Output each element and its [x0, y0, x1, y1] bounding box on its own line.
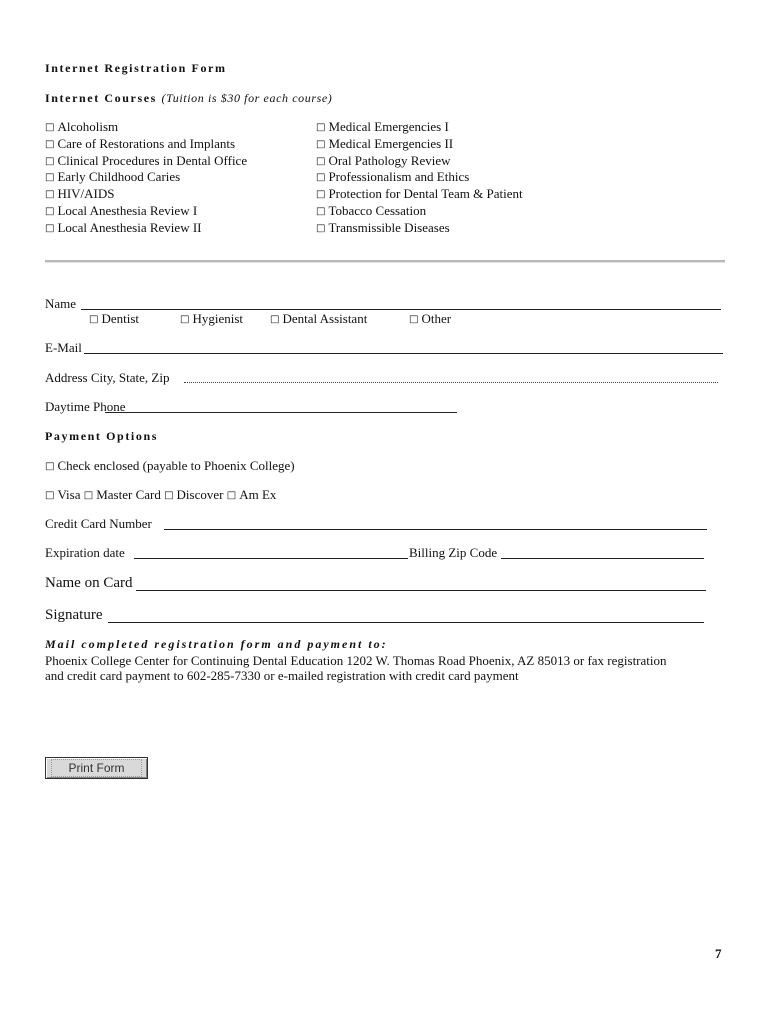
course-label: Oral Pathology Review	[328, 152, 451, 168]
role-label: Dental Assistant	[282, 311, 368, 326]
checkbox-icon: □	[316, 205, 326, 217]
address-field[interactable]	[184, 382, 718, 383]
course-option[interactable]	[45, 204, 247, 221]
expiration-label: Expiration date	[45, 545, 125, 560]
email-label: E-Mail	[45, 340, 82, 355]
course-option[interactable]	[316, 204, 523, 221]
mail-address-line-2: and credit card payment to 602-285-7330 or e-mailed registration with credit card payment	[45, 668, 519, 683]
signature-field[interactable]	[108, 622, 704, 623]
checkbox-icon: □	[89, 314, 99, 325]
course-label: Alcoholism	[57, 119, 119, 134]
course-option[interactable]	[45, 187, 247, 204]
name-label: Name	[45, 296, 77, 311]
checkbox-icon: □	[316, 138, 326, 150]
checkbox-icon: □	[316, 122, 326, 133]
card-type-options	[45, 487, 276, 503]
course-option[interactable]	[45, 221, 247, 238]
role-option-other[interactable]	[409, 311, 451, 327]
checkbox-icon: □	[180, 314, 190, 325]
card-number-label: Credit Card Number	[45, 516, 152, 531]
course-label: Clinical Procedures in Dental Office	[57, 152, 248, 168]
card-label: Discover	[176, 487, 224, 502]
role-label: Other	[421, 311, 452, 326]
card-option-discover[interactable]	[164, 487, 223, 502]
name-on-card-field[interactable]	[136, 590, 706, 591]
name-on-card-label: Name on Card	[45, 575, 133, 591]
checkbox-icon: □	[270, 314, 280, 325]
checkbox-icon: □	[226, 490, 237, 501]
form-title: Internet Registration Form	[45, 61, 227, 75]
email-field[interactable]	[84, 353, 723, 354]
checkbox-icon: □	[45, 490, 55, 501]
course-option[interactable]	[316, 137, 523, 154]
courses-heading	[45, 91, 332, 106]
course-label: Local Anesthesia Review II	[57, 219, 202, 235]
checkbox-icon: □	[316, 155, 326, 167]
card-label: Master Card	[96, 487, 161, 502]
courses-left-column	[45, 120, 247, 238]
course-option[interactable]	[45, 137, 247, 154]
role-label: Dentist	[101, 311, 140, 326]
signature-label: Signature	[45, 607, 103, 623]
checkbox-icon: □	[316, 222, 326, 234]
checkbox-icon: □	[83, 490, 94, 501]
role-option-dental-assistant[interactable]	[270, 311, 367, 327]
expiration-field[interactable]	[134, 558, 408, 559]
print-form-button-label: Print Form	[51, 759, 141, 777]
courses-right-column	[316, 120, 523, 238]
name-field[interactable]	[81, 309, 721, 310]
checkbox-icon: □	[45, 122, 55, 133]
checkbox-icon: □	[316, 189, 326, 201]
checkbox-icon: □	[45, 138, 55, 150]
page-number: 7	[715, 946, 722, 961]
course-option[interactable]	[316, 170, 523, 187]
course-label: Local Anesthesia Review I	[57, 202, 198, 218]
courses-tuition-note: (Tuition is $30 for each course)	[161, 91, 333, 105]
checkbox-icon: □	[45, 461, 55, 472]
section-divider	[45, 260, 725, 263]
card-option-master-card[interactable]	[84, 487, 161, 502]
course-option[interactable]	[45, 170, 247, 187]
role-option-hygienist[interactable]	[180, 311, 243, 327]
check-enclosed-option[interactable]	[45, 458, 295, 474]
checkbox-icon: □	[45, 189, 55, 201]
course-label: Early Childhood Caries	[57, 169, 181, 185]
mail-heading: Mail completed registration form and payment to:	[45, 637, 388, 651]
card-option-visa[interactable]	[45, 487, 81, 502]
billing-zip-field[interactable]	[501, 558, 704, 559]
course-option[interactable]	[316, 221, 523, 238]
course-label: Medical Emergencies I	[328, 119, 449, 134]
course-option[interactable]	[45, 154, 247, 171]
course-label: Protection for Dental Team & Patient	[328, 186, 523, 202]
course-label: Care of Restorations and Implants	[57, 135, 236, 151]
address-label: Address City, State, Zip	[45, 370, 170, 385]
checkbox-icon: □	[164, 490, 174, 501]
course-label: Professionalism and Ethics	[328, 169, 470, 185]
course-option[interactable]	[45, 120, 247, 137]
course-label: HIV/AIDS	[57, 186, 115, 202]
card-number-field[interactable]	[164, 529, 707, 530]
role-label: Hygienist	[192, 311, 244, 326]
checkbox-icon: □	[45, 155, 55, 167]
course-option[interactable]	[316, 187, 523, 204]
card-label: Am Ex	[239, 487, 277, 502]
role-option-dentist[interactable]	[89, 311, 139, 327]
checkbox-icon: □	[45, 205, 55, 217]
card-label: Visa	[57, 487, 81, 502]
course-label: Tobacco Cessation	[328, 202, 427, 218]
card-option-am-ex[interactable]	[227, 487, 277, 502]
mail-address-line-1: Phoenix College Center for Continuing Dental Education 1202 W. Thomas Road Phoenix, AZ 85013 or fax registration	[45, 653, 667, 668]
checkbox-icon: □	[45, 222, 55, 234]
daytime-phone-field[interactable]	[105, 412, 457, 413]
daytime-phone-label: Daytime Phone	[45, 399, 126, 414]
course-option[interactable]	[316, 154, 523, 171]
course-label: Transmissible Diseases	[328, 219, 450, 235]
checkbox-icon: □	[409, 314, 419, 325]
print-form-button[interactable]	[45, 757, 148, 779]
course-label: Medical Emergencies II	[328, 135, 454, 151]
courses-heading-label: Internet Courses	[45, 91, 157, 105]
payment-options-heading: Payment Options	[45, 429, 159, 443]
check-enclosed-label: Check enclosed (payable to Phoenix College)	[57, 458, 295, 473]
billing-zip-label: Billing Zip Code	[409, 545, 498, 560]
checkbox-icon: □	[316, 172, 326, 184]
course-option[interactable]	[316, 120, 523, 137]
checkbox-icon: □	[45, 172, 55, 184]
